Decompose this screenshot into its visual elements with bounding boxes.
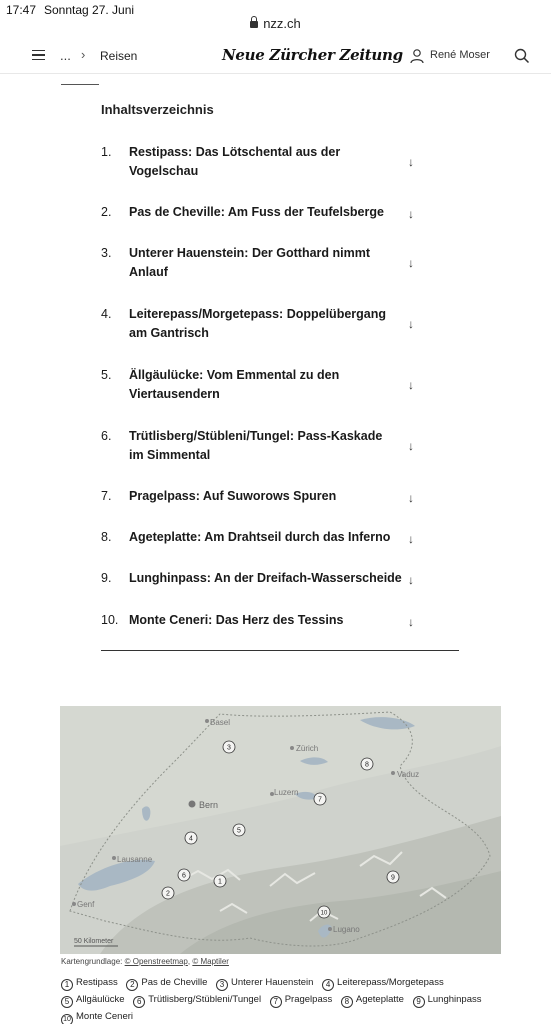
svg-text:8: 8 bbox=[365, 761, 369, 769]
legend-item bbox=[322, 974, 444, 991]
legend-number: 1 bbox=[61, 979, 73, 991]
legend-label: Lunghinpass bbox=[427, 994, 482, 1005]
legend-item bbox=[270, 991, 333, 1008]
city-dot bbox=[290, 746, 294, 750]
city-dot bbox=[72, 902, 76, 906]
arrow-down-icon[interactable]: ↓ bbox=[408, 256, 414, 270]
nzz-logo[interactable]: Neue Zürcher Zeitung bbox=[222, 46, 403, 64]
legend-label: Unterer Hauenstein bbox=[231, 977, 314, 988]
map-label-luzern: Luzern bbox=[274, 788, 299, 797]
map-credit-separator: , bbox=[187, 957, 191, 966]
url-bar[interactable] bbox=[0, 16, 551, 36]
arrow-down-icon[interactable]: ↓ bbox=[408, 532, 414, 546]
url-domain[interactable]: nzz.ch bbox=[263, 16, 301, 31]
status-date: Sonntag 27. Juni bbox=[44, 3, 135, 17]
toc-item-label[interactable]: Unterer Hauenstein: Der Gotthard nimmt Anlauf bbox=[129, 246, 371, 279]
city-dot bbox=[205, 719, 209, 723]
city-dot bbox=[112, 856, 116, 860]
arrow-down-icon[interactable]: ↓ bbox=[408, 573, 414, 587]
toc-item-number: 9. bbox=[101, 571, 112, 585]
toc-item-label[interactable]: Ällgäulücke: Vom Emmental zu den Viertausendern bbox=[129, 368, 340, 401]
openstreetmap-link[interactable]: © Openstreetmap bbox=[124, 957, 188, 966]
maptiler-link[interactable]: © Maptiler bbox=[192, 957, 229, 966]
arrow-down-icon[interactable]: ↓ bbox=[408, 207, 414, 221]
map-marker-3[interactable] bbox=[223, 741, 235, 753]
arrow-down-icon[interactable]: ↓ bbox=[408, 378, 414, 392]
legend-item bbox=[216, 974, 313, 991]
chevron-right-icon: › bbox=[81, 47, 86, 62]
map-marker-6[interactable] bbox=[178, 869, 190, 881]
toc-item-number: 7. bbox=[101, 489, 112, 503]
legend-number: 10 bbox=[61, 1014, 73, 1024]
svg-text:7: 7 bbox=[318, 796, 322, 804]
legend-item bbox=[341, 991, 404, 1008]
toc-item-number: 2. bbox=[101, 205, 112, 219]
legend-item bbox=[126, 974, 207, 991]
map-label-basel: Basel bbox=[210, 718, 231, 727]
legend-label: Pragelpass bbox=[284, 994, 333, 1005]
toc-item-number: 10. bbox=[101, 613, 119, 627]
map-marker-4[interactable] bbox=[185, 832, 197, 844]
legend-label: Trütlisberg/Stübleni/Tungel bbox=[148, 994, 262, 1005]
site-header bbox=[0, 38, 551, 74]
svg-text:3: 3 bbox=[227, 744, 231, 752]
legend-label: Monte Ceneri bbox=[76, 1011, 134, 1022]
map-marker-9[interactable] bbox=[387, 871, 399, 883]
map-credit bbox=[61, 957, 229, 966]
toc-item-label[interactable]: Pragelpass: Auf Suworows Spuren bbox=[129, 489, 337, 503]
legend-label: Restipass bbox=[76, 977, 118, 988]
city-dot bbox=[391, 771, 395, 775]
user-icon[interactable] bbox=[409, 48, 425, 64]
bern-dot bbox=[189, 801, 196, 808]
legend-number: 5 bbox=[61, 996, 73, 1008]
legend-number: 4 bbox=[322, 979, 334, 991]
toc-title: Inhaltsverzeichnis bbox=[101, 102, 214, 117]
breadcrumb-more[interactable]: ... bbox=[60, 48, 71, 63]
map-marker-8[interactable] bbox=[361, 758, 373, 770]
legend-label: Leiterepass/Morgetepass bbox=[337, 977, 444, 988]
svg-text:4: 4 bbox=[189, 835, 193, 843]
toc-item-label[interactable]: Monte Ceneri: Das Herz des Tessins bbox=[129, 613, 344, 627]
svg-text:10: 10 bbox=[320, 910, 328, 917]
map-marker-5[interactable] bbox=[233, 824, 245, 836]
city-dot bbox=[328, 927, 332, 931]
arrow-down-icon[interactable]: ↓ bbox=[408, 439, 414, 453]
svg-text:5: 5 bbox=[237, 827, 241, 835]
legend-item bbox=[413, 991, 482, 1008]
map-marker-2[interactable] bbox=[162, 887, 174, 899]
legend-number: 9 bbox=[413, 996, 425, 1008]
svg-text:9: 9 bbox=[391, 874, 395, 882]
toc-item-number: 1. bbox=[101, 145, 112, 159]
legend-number: 6 bbox=[133, 996, 145, 1008]
arrow-down-icon[interactable]: ↓ bbox=[408, 155, 414, 169]
toc-item-label[interactable]: Restipass: Das Lötschental aus der Vogelschau bbox=[129, 145, 341, 178]
legend-item bbox=[133, 991, 261, 1008]
svg-text:1: 1 bbox=[218, 878, 222, 886]
toc-divider bbox=[101, 650, 459, 651]
search-icon[interactable] bbox=[514, 48, 530, 64]
arrow-down-icon[interactable]: ↓ bbox=[408, 491, 414, 505]
legend-label: Allgäulücke bbox=[76, 994, 125, 1005]
toc-item-number: 5. bbox=[101, 368, 112, 382]
toc-item-number: 6. bbox=[101, 429, 112, 443]
svg-text:6: 6 bbox=[182, 872, 186, 880]
toc-item-number: 4. bbox=[101, 307, 112, 321]
breadcrumb-reisen[interactable]: Reisen bbox=[100, 49, 138, 63]
legend-item bbox=[61, 1008, 133, 1024]
map-label-zurich: Zürich bbox=[296, 744, 319, 753]
map-label-lugano: Lugano bbox=[333, 925, 360, 934]
legend-number: 3 bbox=[216, 979, 228, 991]
toc-item-number: 8. bbox=[101, 530, 112, 544]
user-name[interactable]: René Moser bbox=[430, 49, 490, 61]
menu-icon[interactable] bbox=[32, 50, 45, 60]
map-marker-1[interactable] bbox=[214, 875, 226, 887]
legend-number: 7 bbox=[270, 996, 282, 1008]
map-canvas bbox=[60, 706, 501, 954]
status-time: 17:47 bbox=[6, 3, 37, 17]
map-label-bern: Bern bbox=[199, 800, 219, 810]
svg-text:2: 2 bbox=[166, 890, 170, 898]
map-label-vaduz: Vaduz bbox=[397, 770, 420, 779]
map-label-lausanne: Lausanne bbox=[117, 855, 153, 864]
toc-item-label[interactable]: Pas de Cheville: Am Fuss der Teufelsberge bbox=[129, 205, 384, 219]
toc-item-label[interactable]: Leiterepass/Morgetepass: Doppelübergang am Gantrisch bbox=[129, 307, 387, 340]
map-credit-prefix: Kartengrundlage: bbox=[61, 957, 123, 966]
legend-label: Pas de Cheville bbox=[141, 977, 208, 988]
divider bbox=[61, 84, 99, 85]
map-label-genf: Genf bbox=[77, 900, 95, 909]
pass-map[interactable] bbox=[60, 706, 501, 954]
toc-item-number: 3. bbox=[101, 246, 112, 260]
toc-item-label[interactable]: Trütlisberg/Stübleni/Tungel: Pass-Kaskade im Simmental bbox=[129, 429, 383, 462]
arrow-down-icon[interactable]: ↓ bbox=[408, 317, 414, 331]
toc-item-label[interactable]: Lunghinpass: An der Dreifach-Wasserscheide bbox=[129, 571, 402, 585]
legend-item bbox=[61, 991, 125, 1008]
legend-number: 8 bbox=[341, 996, 353, 1008]
map-legend bbox=[61, 974, 531, 1024]
toc-item-label[interactable]: Ageteplatte: Am Drahtseil durch das Inferno bbox=[129, 530, 391, 544]
scale-label: 50 Kilometer bbox=[74, 938, 114, 945]
lock-icon bbox=[250, 21, 258, 28]
legend-number: 2 bbox=[126, 979, 138, 991]
legend-item bbox=[61, 974, 118, 991]
legend-label: Ageteplatte bbox=[355, 994, 404, 1005]
map-marker-10[interactable] bbox=[318, 906, 330, 918]
map-marker-7[interactable] bbox=[314, 793, 326, 805]
arrow-down-icon[interactable]: ↓ bbox=[408, 615, 414, 629]
